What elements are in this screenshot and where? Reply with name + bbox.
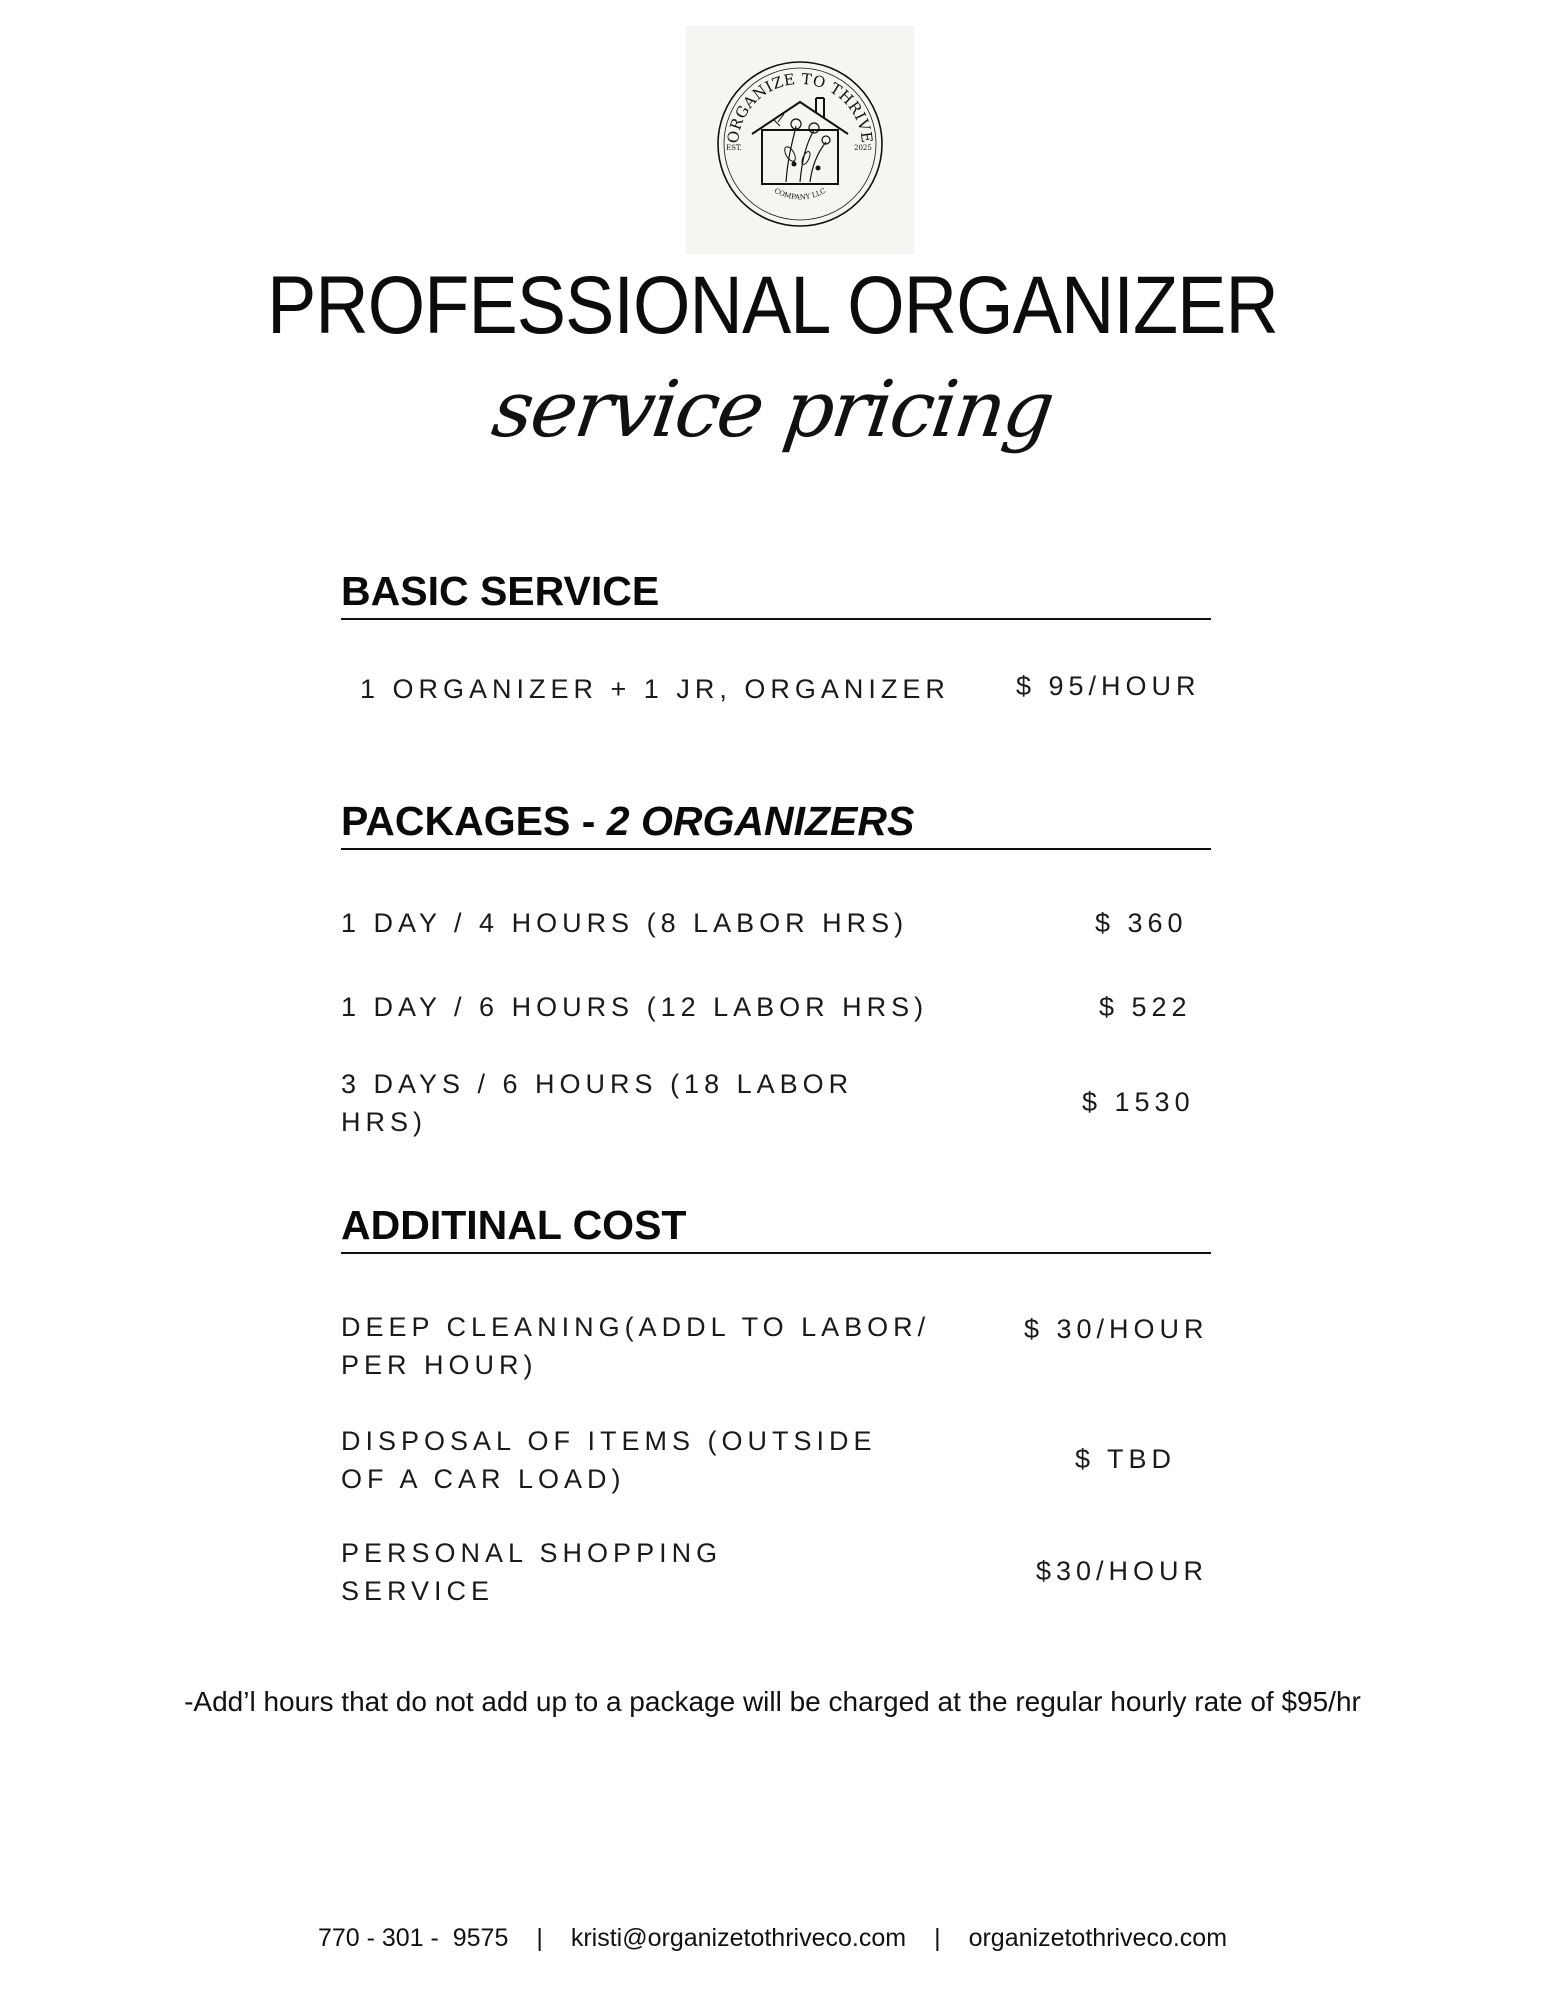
section-heading-basic-service: BASIC SERVICE (341, 566, 1211, 620)
footer-phone: 770 - 301 - 9575 (317, 1924, 509, 1952)
footer-website-link[interactable]: organizetothriveco.com (968, 1924, 1228, 1952)
footer-email-link[interactable]: kristi@organizetothriveco.com (570, 1924, 907, 1952)
additional-row-label-1-line-1: DEEP CLEANING(ADDL TO LABOR/ (341, 1312, 931, 1342)
packages-heading-emphasis: 2 ORGANIZERS (606, 798, 915, 844)
additional-row-label-3-line-2: SERVICE (341, 1576, 495, 1606)
pricing-note: -Add’l hours that do not add up to a package will be charged at the regular hourly rate of $95/hr (184, 1686, 1361, 1717)
footer-separator-1: | (536, 1924, 543, 1952)
package-row-price-3: $ 1530 (1082, 1087, 1195, 1117)
section-heading-additional-cost: ADDITINAL COST (341, 1200, 1211, 1254)
packages-heading-prefix: PACKAGES - (341, 798, 607, 844)
package-row-price-1: $ 360 (1095, 908, 1188, 938)
additional-row-label-1 (341, 1308, 930, 1384)
additional-row-price-3: $30/HOUR (1036, 1556, 1209, 1586)
logo-year: 2025 (854, 144, 872, 152)
page-subtitle: service pricing (487, 365, 1058, 455)
logo-seal (686, 26, 914, 254)
package-row-label-3-line-1: 3 DAYS / 6 HOURS (18 LABOR (341, 1069, 854, 1099)
logo-company-text: COMPANY LLC (772, 186, 828, 202)
basic-row-price: $ 95/HOUR (1016, 671, 1201, 701)
additional-row-label-1-line-2: PER HOUR) (341, 1350, 538, 1380)
page-title: PROFESSIONAL ORGANIZER (267, 260, 1278, 351)
logo-est-label: EST. (726, 144, 742, 152)
additional-row-label-2 (341, 1422, 877, 1498)
section-heading-packages (341, 796, 1211, 850)
footer-contact (0, 1920, 1545, 1956)
package-row-price-2: $ 522 (1099, 992, 1192, 1022)
package-row-label-3-line-2: HRS) (341, 1107, 427, 1137)
logo-arc-text: ORGANIZE TO THRIVE (723, 69, 877, 145)
additional-row-label-2-line-1: DISPOSAL OF ITEMS (OUTSIDE (341, 1426, 877, 1456)
additional-row-label-2-line-2: OF A CAR LOAD) (341, 1464, 626, 1494)
package-row-label-3 (341, 1065, 853, 1141)
additional-row-price-1: $ 30/HOUR (1024, 1314, 1209, 1344)
additional-row-price-2: $ TBD (1075, 1444, 1177, 1474)
footer-separator-2: | (934, 1924, 941, 1952)
additional-row-label-3-line-1: PERSONAL SHOPPING (341, 1538, 723, 1568)
basic-row-label: 1 ORGANIZER + 1 JR, ORGANIZER (360, 674, 950, 704)
house-flower-icon (752, 98, 848, 184)
company-logo (686, 26, 914, 254)
package-row-label-2: 1 DAY / 6 HOURS (12 LABOR HRS) (341, 992, 929, 1022)
additional-row-label-3 (341, 1534, 722, 1610)
package-row-label-1: 1 DAY / 4 HOURS (8 LABOR HRS) (341, 908, 909, 938)
